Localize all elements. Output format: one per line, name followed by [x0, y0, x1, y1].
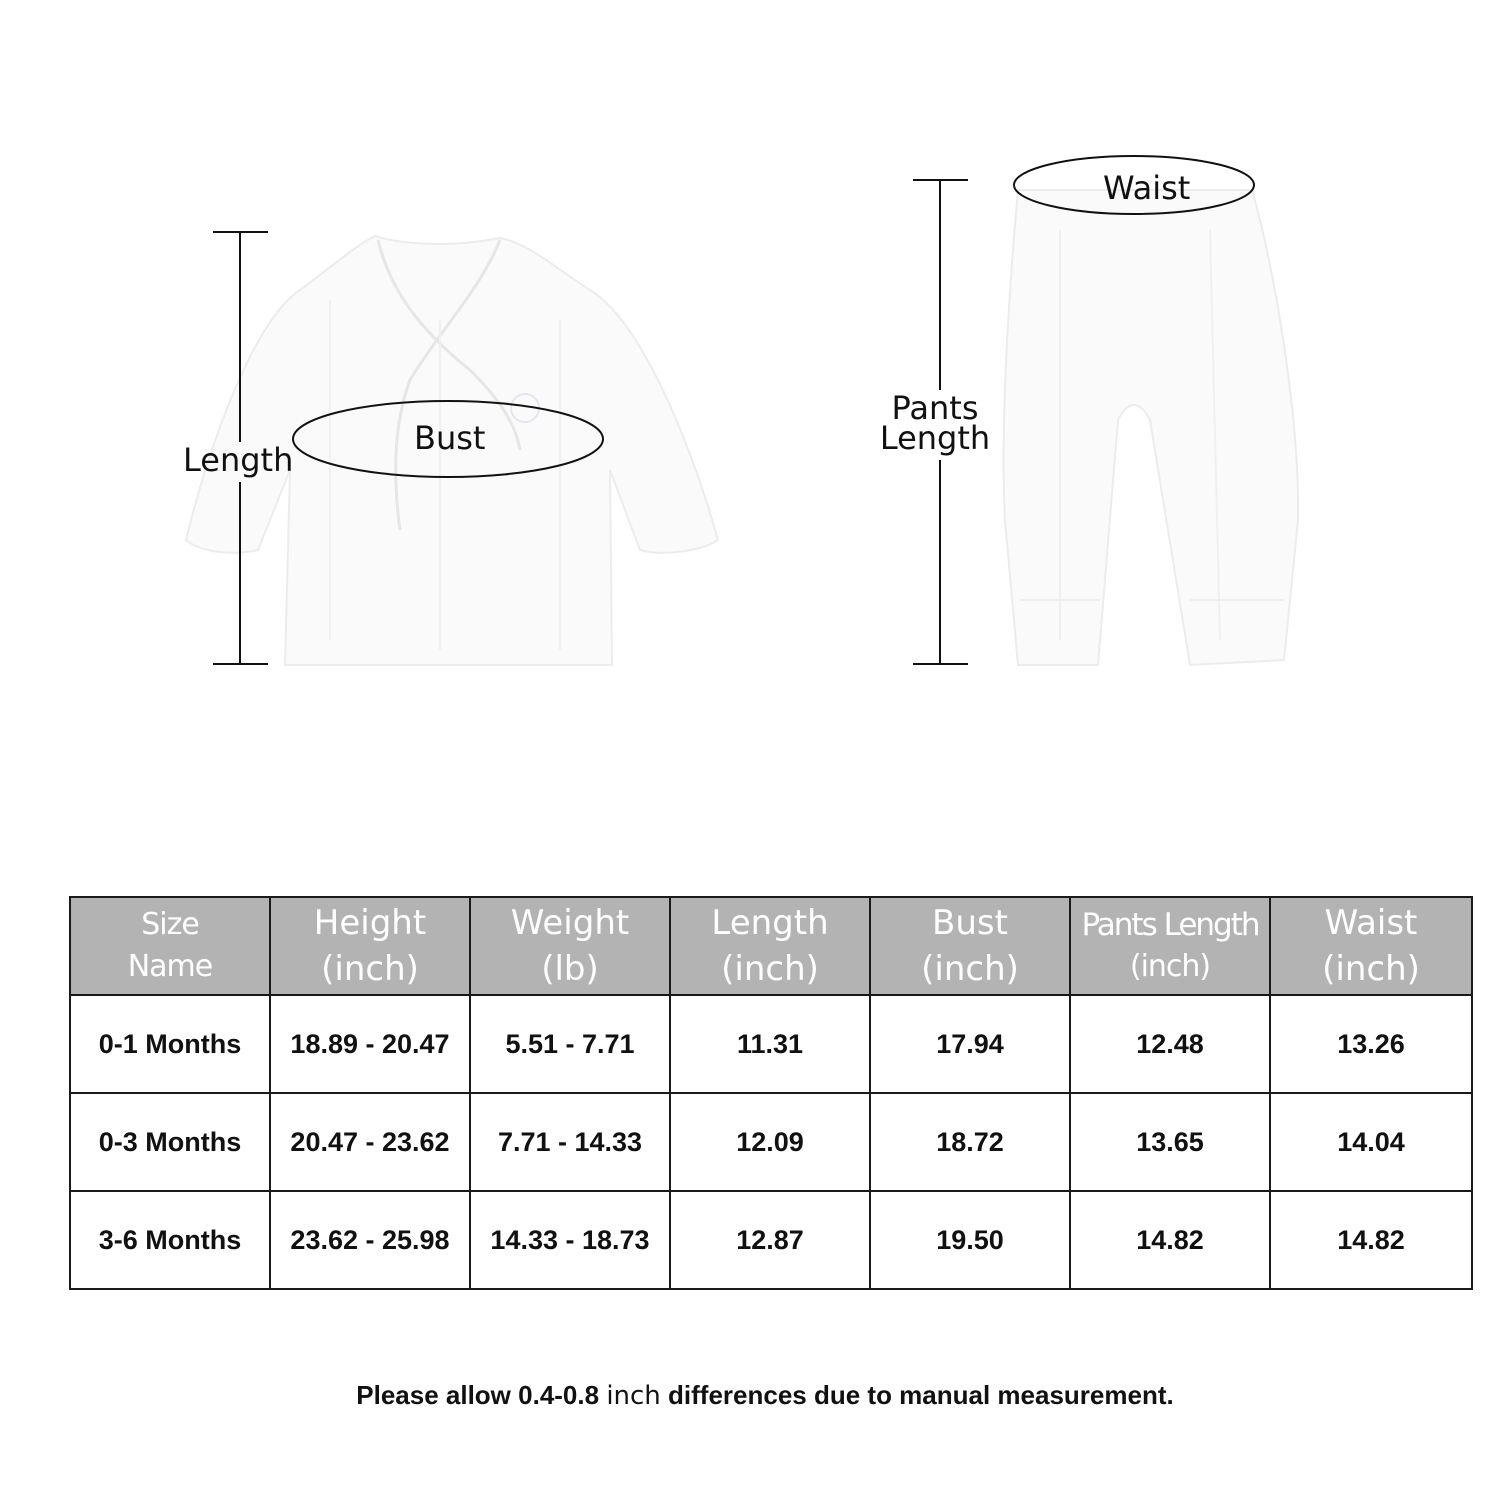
- table-row: [70, 1093, 1472, 1191]
- footnote-unit: inch: [606, 1381, 661, 1411]
- length-cell: 11.31: [670, 995, 870, 1093]
- weight-cell: 14.33 - 18.73: [470, 1191, 670, 1289]
- bust-cell: 17.94: [870, 995, 1070, 1093]
- table-row: [70, 1191, 1472, 1289]
- header-line2: (lb): [541, 949, 599, 989]
- header-line1: Size: [141, 907, 199, 942]
- header-line2: (inch): [321, 949, 419, 989]
- header-pants-length: [1070, 897, 1270, 995]
- size-name-cell: 0-3 Months: [70, 1093, 270, 1191]
- size-name-cell: 0-1 Months: [70, 995, 270, 1093]
- header-bust: [870, 897, 1070, 995]
- header-length: [670, 897, 870, 995]
- header-height: [270, 897, 470, 995]
- height-cell: 18.89 - 20.47: [270, 995, 470, 1093]
- pants-length-cell: 12.48: [1070, 995, 1270, 1093]
- waist-label: Waist: [1103, 169, 1191, 207]
- bust-cell: 18.72: [870, 1093, 1070, 1191]
- height-cell: 20.47 - 23.62: [270, 1093, 470, 1191]
- header-line2: Name: [127, 949, 213, 984]
- waist-cell: 13.26: [1270, 995, 1472, 1093]
- pants-length-label-line1: Pants: [891, 389, 979, 427]
- header-line1: Waist: [1324, 903, 1418, 943]
- measurement-footnote: [0, 1380, 1500, 1411]
- header-waist: [1270, 897, 1472, 995]
- pants-length-cell: 13.65: [1070, 1093, 1270, 1191]
- header-line2: (inch): [1129, 949, 1211, 984]
- weight-cell: 7.71 - 14.33: [470, 1093, 670, 1191]
- header-line1: Bust: [932, 903, 1008, 943]
- pants-image: [1004, 190, 1298, 665]
- header-line1: Height: [313, 903, 427, 943]
- header-size-name: [70, 897, 270, 995]
- size-chart-table: [69, 896, 1473, 1290]
- table-header-row: [70, 897, 1472, 995]
- size-name-cell: 3-6 Months: [70, 1191, 270, 1289]
- weight-cell: 5.51 - 7.71: [470, 995, 670, 1093]
- header-line1: Length: [711, 903, 829, 943]
- header-line2: (inch): [721, 949, 819, 989]
- header-line1: Pants Length: [1081, 907, 1259, 943]
- header-line1: Weight: [510, 903, 630, 943]
- bust-cell: 19.50: [870, 1191, 1070, 1289]
- bust-label: Bust: [414, 419, 486, 457]
- height-cell: 23.62 - 25.98: [270, 1191, 470, 1289]
- length-label: Length: [183, 441, 294, 479]
- waist-cell: 14.04: [1270, 1093, 1472, 1191]
- header-weight: [470, 897, 670, 995]
- footnote-text-after: differences due to manual measurement.: [660, 1380, 1174, 1410]
- footnote-text-before: Please allow 0.4-0.8: [356, 1380, 607, 1410]
- header-line2: (inch): [921, 949, 1019, 989]
- pants-length-label: [872, 389, 998, 457]
- pants-length-cell: 14.82: [1070, 1191, 1270, 1289]
- waist-cell: 14.82: [1270, 1191, 1472, 1289]
- length-cell: 12.09: [670, 1093, 870, 1191]
- header-line2: (inch): [1322, 949, 1420, 989]
- table-row: [70, 995, 1472, 1093]
- pants-length-label-line2: Length: [879, 419, 991, 457]
- length-cell: 12.87: [670, 1191, 870, 1289]
